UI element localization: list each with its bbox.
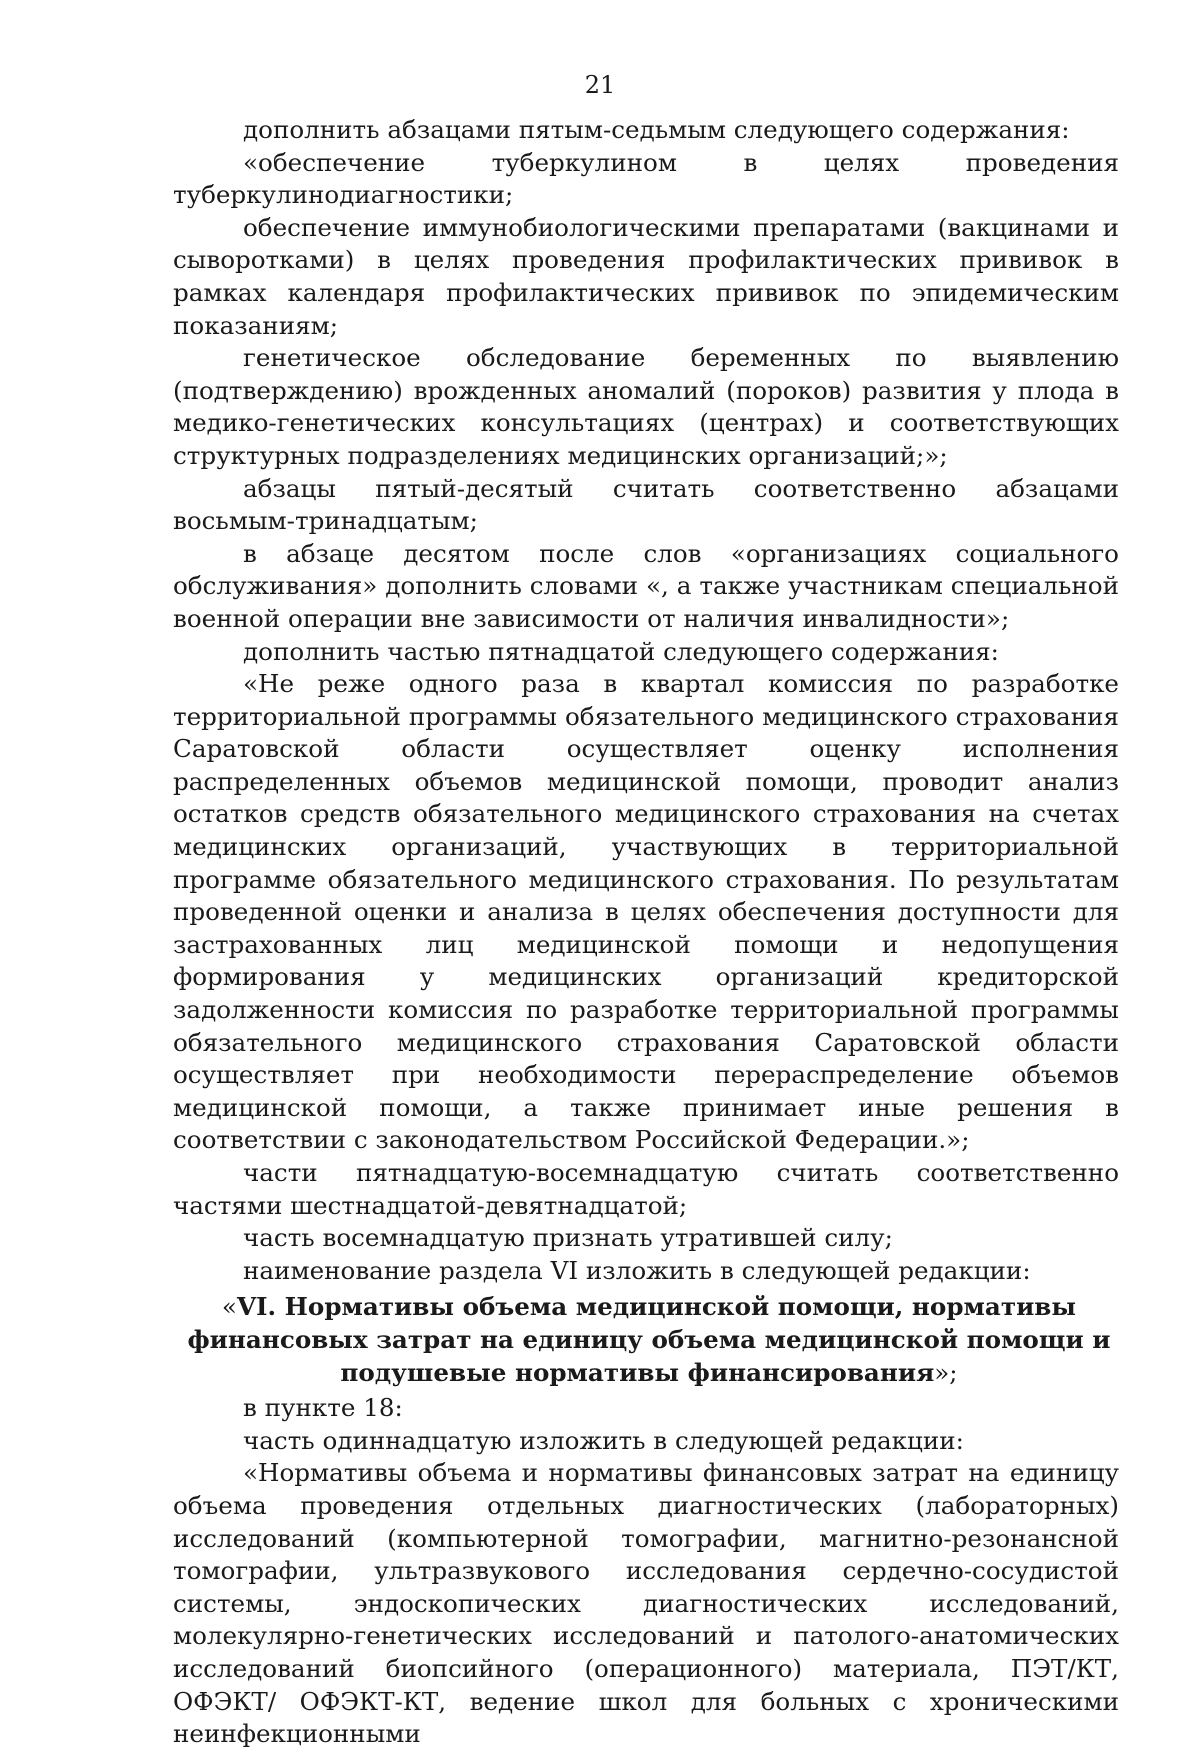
paragraph: «обеспечение туберкулином в целях проведения туберкулинодиагностики; (173, 147, 1119, 210)
paragraph: часть восемнадцатую признать утратившей силу; (243, 1223, 893, 1253)
paragraph: части пятнадцатую-восемнадцатую считать соответственно частями шестнадцатой-девятнадцатой; (173, 1158, 1119, 1220)
paragraph: «Не реже одного раза в квартал комиссия по разработке территориальной программы обязательного медицинского страхования Саратовской области осуществляет оценку исполнения распределенных объемов медицинской помощи, проводит анализ остатков средств обязательного медицинского страхования на счетах медицинских организаций, участвующих в территориальной программе обязательного медицинского страхования. По результатам проведенной оценки и анализа в целях обеспечения доступности для застрахованных лиц медицинской помощи и недопущения формирования у медицинских организаций кредиторской задолженности комиссия по разработке территориальной программы обязательного медицинского страхования Саратовской области осуществляет при необходимости перераспределение объемов медицинской помощи, а также принимает иные решения в соответствии с законодательством Российской Федерации.»; (173, 669, 1119, 1155)
paragraph: в пункте 18: (243, 1393, 403, 1423)
paragraph: в абзаце десятом после слов «организациях социального обслуживания» дополнить словами «, а также участникам специальной военной операции вне зависимости от наличия инвалидности»; (173, 538, 1119, 633)
section-heading (173, 1291, 1119, 1389)
heading-open-quote: « (221, 1292, 237, 1322)
paragraph: дополнить частью пятнадцатой следующего содержания: (243, 636, 999, 666)
paragraph: обеспечение иммунобиологическими препаратами (вакцинами и сыворотками) в целях проведения профилактических прививок в рамках календаря профилактических прививок по эпидемическим показаниям; (173, 212, 1119, 340)
heading-close: »; (934, 1357, 958, 1387)
document-body (173, 114, 1119, 1751)
paragraph: часть одиннадцатую изложить в следующей редакции: (243, 1425, 964, 1455)
paragraph: абзацы пятый-десятый считать соответственно абзацами восьмым-тринадцатым; (173, 473, 1119, 536)
paragraph: дополнить абзацами пятым-седьмым следующего содержания: (243, 115, 1070, 144)
paragraph: «Нормативы объема и нормативы финансовых затрат на единицу объема проведения отдельных диагностических (лабораторных) исследований (компьютерной томографии, магнитно-резонансной томографии, ультразвукового исследования сердечно-сосудистой системы, эндоскопических диагностических исследований, молекулярно-генетических исследований и патолого-анатомических исследований биопсийного (операционного) материала, ПЭТ/КТ, ОФЭКТ/ ОФЭКТ-КТ, ведение школ для больных с хроническими неинфекционными (173, 1458, 1119, 1749)
paragraph: наименование раздела VI изложить в следующей редакции: (243, 1255, 1031, 1285)
heading-text: VI. Нормативы объема медицинской помощи, нормативы финансовых затрат на единицу объема медицинской помощи и подушевые нормативы финансирования (187, 1292, 1111, 1387)
page-number: 21 (584, 71, 616, 99)
paragraph: генетическое обследование беременных по выявлению (подтверждению) врожденных аномалий (пороков) развития у плода в медико-генетических консультациях (центрах) и соответствующих структурных подразделениях медицинских организаций;»; (173, 343, 1119, 470)
